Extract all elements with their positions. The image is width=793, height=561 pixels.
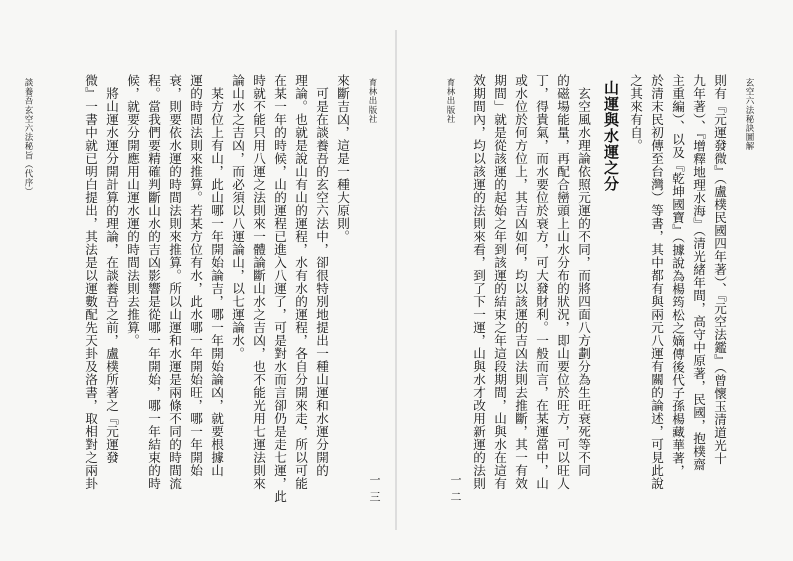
right-text-column-9: 或水位於何方位上，其吉凶如何，均以該運的吉凶法則去推斷，其一有效 (513, 74, 528, 490)
right-text-column-3: 主重編）、以及『乾坤國寶』（據說為楊筠松之嫡傳後代子孫楊藏華著， (670, 74, 685, 478)
left-publisher: 育林出版社 (367, 78, 377, 124)
left-text-column-13: 微』一書中就已明白提出，其法是以運數配先天卦及洛書，取相對之兩卦 (83, 74, 98, 490)
right-publisher: 育林出版社 (445, 78, 455, 124)
left-text-column-11: 候，就要分開應用山運水運的時間法則去推算。 (125, 74, 140, 347)
right-text-column-7: 的磁場能量，再配合巒頭上山水分布的狀況，即山要位於旺方，可以旺人 (555, 74, 570, 490)
left-text-column-9: 衰，則要依水運的時間法則來推算。所以山運和水運是兩條不同的時間流 (167, 74, 182, 490)
left-text-column-5: 時就不能只用八運之法則來一體論斷山水之吉凶，也不能光用七運法則來 (251, 74, 266, 490)
left-text-column-10: 程。當我們要精確判斷山水的吉凶影響是從哪一年開始，哪一年結束的時 (146, 74, 161, 490)
section-heading: 山運與水運之分 (602, 80, 620, 192)
left-text-column-3: 理論。也就是說山有山的運程，水有水的運程，各自分開來走，所以可能 (293, 74, 308, 490)
left-margin-title: 談養吾玄空六法秘旨（代序） (23, 78, 33, 197)
right-margin-title: 玄空六法秘訣圖解 (744, 78, 754, 151)
left-text-column-12: 將山運水運分開計算的理論，在談養吾之前，盧樸所著之『元運發 (104, 74, 119, 464)
right-text-column-10: 期間」就是從該運的起始之年到該運的結束之年這段期間，山與水在這有 (492, 74, 507, 490)
left-page-number: 一三 (368, 474, 381, 508)
left-text-column-2: 可是在談養吾的玄空六法中，卻很特別地提出一種山運和水運分開的 (314, 74, 329, 477)
right-text-column-5: 之其來有自。 (628, 74, 643, 152)
right-text-column-8: 丁，得貴氣，而水要位於衰方，可大發財利。一般而言，在某運當中，山 (534, 74, 549, 490)
right-text-column-6: 玄空風水理論依照元運的不同，而將四面八方劃分為生旺衰死等不同 (576, 74, 591, 477)
right-page (397, 0, 793, 561)
left-page (0, 0, 396, 561)
left-text-column-4: 在某一年的時候，山的運程已進入八運了，可是對水而言卻仍是走七運，此 (272, 74, 287, 503)
left-text-column-6: 論山水之吉凶，而必須以八運論山，以七運論水。 (230, 74, 245, 360)
right-text-column-1: 則有『元運發微』（盧樸民國四年著）、『元空法鑑』（曾懷玉清道光十 (712, 74, 727, 465)
right-text-column-2: 九年著）、『增釋地理水海』（清光緒年間，高守中原著，民國，抱樸齋 (691, 74, 706, 472)
left-text-column-1: 來斷吉凶，這是一種大原則。 (335, 74, 350, 243)
right-text-column-4: 於清末民初傳至台灣）等書，其中都有與兩元八運有關的論述，可見此說 (649, 74, 664, 490)
left-text-column-7: 某方位上有山，此山哪一年開始論吉，哪一年開始論凶，就要根據山 (209, 74, 224, 477)
right-text-column-11: 效期間內，均以該運的法則來看，到了下一運，山與水才改用新運的法則 (471, 74, 486, 490)
right-page-number: 一二 (449, 474, 462, 508)
left-text-column-8: 運的時間法則來推算。若某方位有水，此水哪一年開始旺，哪一年開始 (188, 74, 203, 477)
